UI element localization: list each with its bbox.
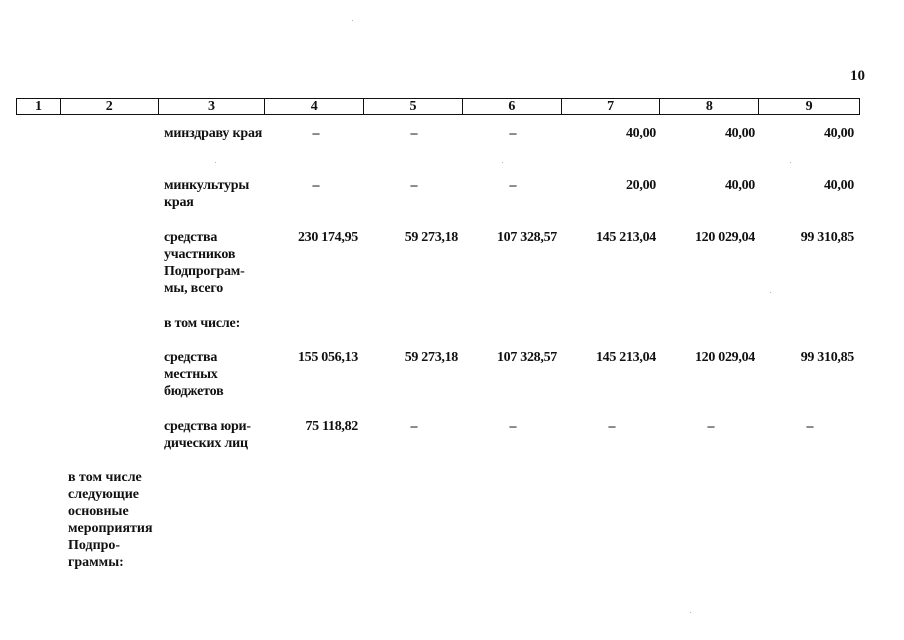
column-header-9: 9 xyxy=(805,99,813,114)
row-2-col-4: 230 174,95 xyxy=(297,230,358,245)
row-0-col-5: – xyxy=(410,126,418,141)
row-0-col-6: – xyxy=(509,126,517,141)
row-0-col-8: 40,00 xyxy=(724,126,755,141)
row-4-col-5: 59 273,18 xyxy=(404,350,458,365)
row-5-col-4: 75 118,82 xyxy=(305,419,358,434)
row-1-col-6: – xyxy=(509,178,517,193)
row-label-uchastniki: средства участников Подпрограм-мы, всего xyxy=(164,230,245,296)
row-2-col-7: 145 213,04 xyxy=(595,230,656,245)
row-4-col-7: 145 213,04 xyxy=(595,350,656,365)
column-header-2: 2 xyxy=(61,99,159,114)
row-1-col-4: – xyxy=(312,178,320,193)
column-header-8: 8 xyxy=(660,99,759,114)
row-0-col-4: – xyxy=(312,126,320,141)
row-5-col-6: – xyxy=(509,419,517,434)
scan-speck xyxy=(502,162,503,163)
row-5-col-8: – xyxy=(707,419,715,434)
row-2-col-6: 107 328,57 xyxy=(496,230,557,245)
main-activities-note: в том числе следующие основные мероприятия Подпро-граммы: xyxy=(68,470,153,570)
row-4-col-8: 120 029,04 xyxy=(694,350,755,365)
row-1-col-7: 20,00 xyxy=(625,178,656,193)
page-number: 10 xyxy=(850,68,865,84)
row-2-col-5: 59 273,18 xyxy=(404,230,458,245)
row-1-col-5: – xyxy=(410,178,418,193)
row-label-minzdrav: минздраву края xyxy=(164,126,263,141)
column-header-7: 7 xyxy=(562,99,661,114)
row-2-col-8: 120 029,04 xyxy=(694,230,755,245)
row-label-v-tom-chisle: в том числе: xyxy=(164,316,241,331)
column-header-3: 3 xyxy=(159,99,266,114)
row-2-col-9: 99 310,85 xyxy=(800,230,854,245)
row-1-col-8: 40,00 xyxy=(724,178,755,193)
row-4-col-9: 99 310,85 xyxy=(800,350,854,365)
scan-speck xyxy=(770,292,771,293)
table-header-row xyxy=(16,98,860,115)
row-5-col-7: – xyxy=(608,419,616,434)
row-label-yuridicheskie-litsa: средства юри-дических лиц xyxy=(164,419,251,451)
scan-speck xyxy=(790,162,791,163)
row-label-mestnye-byudzhety: средства местных бюджетов xyxy=(164,350,224,399)
column-header-1: 1 xyxy=(17,99,61,114)
row-5-col-5: – xyxy=(410,419,418,434)
row-4-col-6: 107 328,57 xyxy=(496,350,557,365)
scan-speck xyxy=(215,162,216,163)
scan-speck xyxy=(352,20,353,21)
column-header-5: 5 xyxy=(364,99,463,114)
row-1-col-9: 40,00 xyxy=(823,178,854,193)
row-4-col-4: 155 056,13 xyxy=(297,350,358,365)
row-5-col-9: – xyxy=(806,419,814,434)
scan-speck xyxy=(690,612,691,613)
column-header-6: 6 xyxy=(463,99,562,114)
row-0-col-7: 40,00 xyxy=(625,126,656,141)
row-0-col-9: 40,00 xyxy=(823,126,854,141)
row-label-minkultury: минкультуры края xyxy=(164,178,250,210)
column-header-4: 4 xyxy=(265,99,364,114)
